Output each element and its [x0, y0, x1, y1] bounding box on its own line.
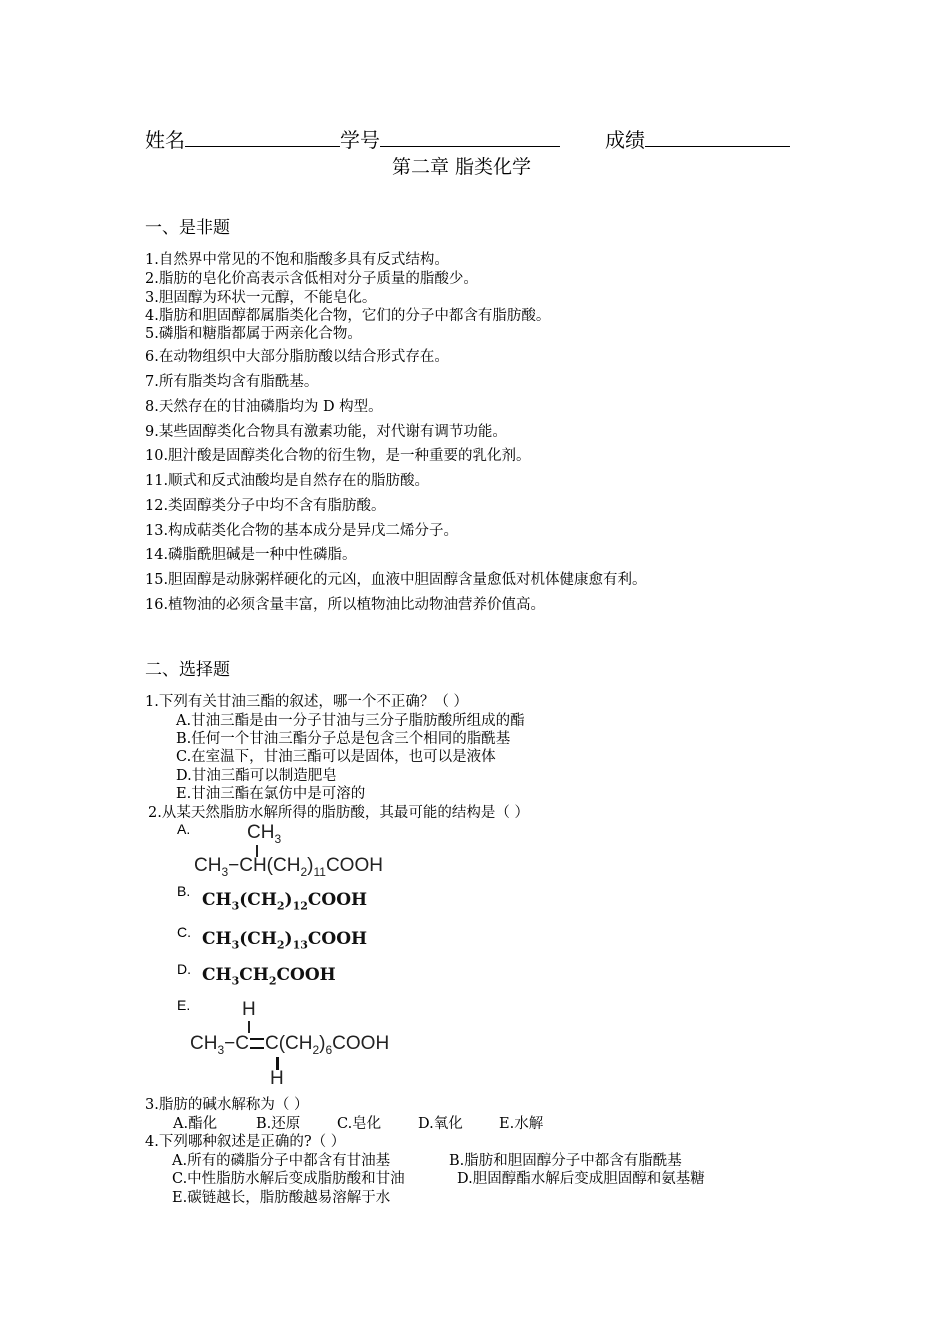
- formula-b: $CH_3(CH_2)_{12}COOH$: [202, 890, 368, 913]
- tf-item-15: 15.胆固醇是动脉粥样硬化的元凶，血液中胆固醇含量愈低对机体健康愈有利。: [145, 572, 647, 588]
- q1-option-d: D.甘油三酯可以制造肥皂: [176, 768, 337, 784]
- formula-e-bottom-h: H: [270, 1068, 284, 1089]
- q3-option-e: E.水解: [499, 1116, 544, 1132]
- q1-option-b: B.任何一个甘油三酯分子总是包含三个相同的脂酰基: [176, 731, 511, 747]
- q1-option-e: E.甘油三酯在氯仿中是可溶的: [176, 786, 366, 802]
- name-blank[interactable]: [185, 128, 340, 147]
- q4-option-c: C.中性脂肪水解后变成脂肪酸和甘油: [172, 1171, 405, 1187]
- tf-item-6: 6.在动物组织中大部分脂肪酸以结合形式存在。: [145, 349, 449, 365]
- q2-label-d: D.: [177, 961, 191, 977]
- id-blank[interactable]: [380, 128, 560, 147]
- tf-item-7: 7.所有脂类均含有脂酰基。: [145, 374, 319, 390]
- q3-stem: 3.脂肪的碱水解称为（ ）: [145, 1097, 309, 1113]
- score-label: 成绩: [605, 128, 645, 152]
- q2-label-a: A.: [177, 821, 191, 837]
- name-label: 姓名: [145, 128, 185, 152]
- q3-option-b: B.还原: [256, 1116, 301, 1132]
- q2-label-b: B.: [177, 883, 191, 899]
- q1-option-c: C.在室温下，甘油三酯可以是固体，也可以是液体: [176, 749, 496, 765]
- tf-item-5: 5.磷脂和糖脂都属于两亲化合物。: [145, 326, 362, 342]
- q4-option-a: A.所有的磷脂分子中都含有甘油基: [172, 1153, 391, 1169]
- q4-option-d: D.胆固醇酯水解后变成胆固醇和氨基糖: [457, 1171, 705, 1187]
- tf-item-11: 11.顺式和反式油酸均是自然存在的脂肪酸。: [145, 473, 430, 489]
- q4-option-b: B.脂肪和胆固醇分子中都含有脂酰基: [449, 1153, 682, 1169]
- id-label: 学号: [340, 128, 380, 152]
- formula-a-chain: $CH_3-CH(CH_2)_{11}COOH$: [194, 855, 383, 879]
- q4-stem: 4.下列哪种叙述是正确的?（ ）: [145, 1134, 346, 1150]
- formula-a-methyl: $CH_3$: [247, 822, 282, 846]
- q3-option-d: D.氧化: [418, 1116, 463, 1132]
- formula-c: $CH_3(CH_2)_{13}COOH$: [202, 929, 368, 952]
- section2-heading: 二、选择题: [145, 660, 230, 680]
- double-bond: [250, 1038, 264, 1049]
- q4-option-e: E.碳链越长，脂肪酸越易溶解于水: [172, 1190, 391, 1206]
- tf-item-3: 3.胆固醇为环状一元醇，不能皂化。: [145, 290, 377, 306]
- tf-item-13: 13.构成萜类化合物的基本成分是异戊二烯分子。: [145, 523, 459, 539]
- tf-item-10: 10.胆汁酸是固醇类化合物的衍生物，是一种重要的乳化剂。: [145, 448, 531, 464]
- tf-item-2: 2.脂肪的皂化价高表示含低相对分子质量的脂酸少。: [145, 271, 478, 287]
- formula-d: $CH_3CH_2COOH$: [202, 965, 336, 988]
- q3-option-a: A.酯化: [173, 1116, 218, 1132]
- tf-item-14: 14.磷脂酰胆碱是一种中性磷脂。: [145, 547, 357, 563]
- q2-stem: 2.从某天然脂肪水解所得的脂肪酸，其最可能的结构是（ ）: [148, 805, 529, 821]
- formula-e-chain: $CH_3-C$ $C(CH_2)_6COOH$: [190, 1033, 390, 1057]
- q1-stem: 1.下列有关甘油三酯的叙述，哪一个不正确？（ ）: [145, 694, 468, 710]
- tf-item-4: 4.脂肪和胆固醇都属脂类化合物，它们的分子中都含有脂肪酸。: [145, 308, 551, 324]
- q2-label-e: E.: [177, 997, 191, 1013]
- tf-item-8: 8.天然存在的甘油磷脂均为 D 构型。: [145, 399, 383, 415]
- tf-item-16: 16.植物油的必须含量丰富，所以植物油比动物油营养价值高。: [145, 597, 546, 613]
- score-blank[interactable]: [645, 128, 790, 147]
- q3-option-c: C.皂化: [337, 1116, 382, 1132]
- formula-e-top-bond: [248, 1021, 250, 1033]
- q2-label-c: C.: [177, 924, 191, 940]
- chapter-title: 第二章 脂类化学: [392, 156, 532, 178]
- tf-item-12: 12.类固醇类分子中均不含有脂肪酸。: [145, 498, 386, 514]
- q1-option-a: A.甘油三酯是由一分子甘油与三分子脂肪酸所组成的酯: [176, 713, 525, 729]
- tf-item-9: 9.某些固醇类化合物具有激素功能，对代谢有调节功能。: [145, 424, 507, 440]
- header-line: [145, 124, 790, 153]
- tf-item-1: 1.自然界中常见的不饱和脂酸多具有反式结构。: [145, 252, 449, 268]
- section1-heading: 一、是非题: [145, 218, 230, 238]
- formula-e-top-h: H: [242, 999, 256, 1020]
